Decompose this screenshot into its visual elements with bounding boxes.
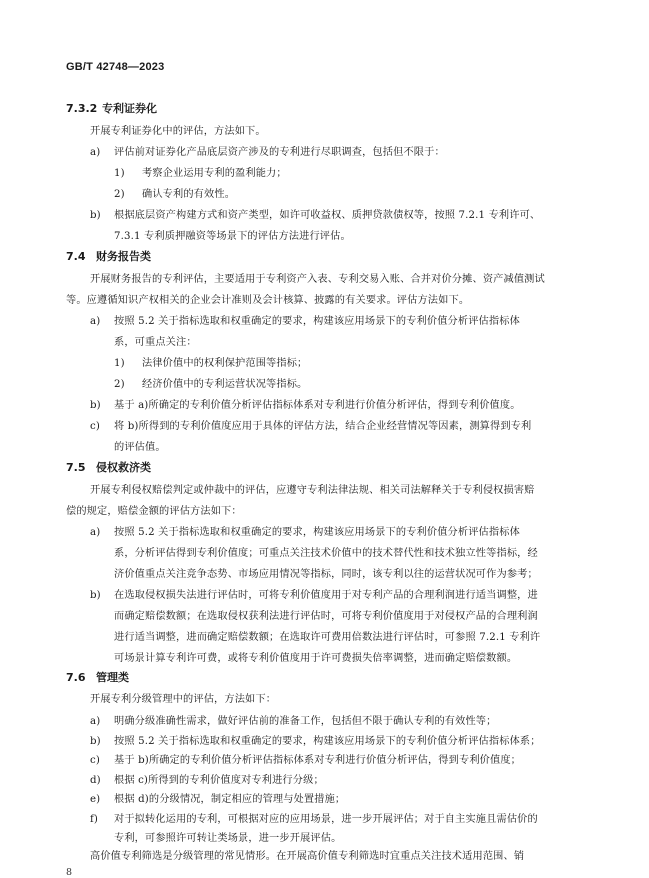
list-text bbox=[114, 416, 585, 458]
standard-number-header: GB/T 42748—2023 bbox=[66, 61, 165, 73]
sub-text: 考察企业运用专利的盈利能力； bbox=[142, 168, 287, 179]
list-text bbox=[114, 205, 585, 247]
text-line: 将 b)所得到的专利价值度应用于具体的评估方法，结合企业经营情况等因素，测算得到专利 bbox=[114, 421, 532, 432]
text-line: 可场景计算专利许可费，或将专利价值度用于许可费损失倍率调整，进而确定赔偿数额。 bbox=[114, 653, 518, 664]
sub-marker: 2) bbox=[114, 189, 125, 200]
text-line: 对于拟转化运用的专利，可根据对应的应用场景，进一步开展评估；对于自主实施且需估价的 bbox=[114, 813, 538, 825]
text-line: 专利，可参照许可转让类场景，进一步开展评估。 bbox=[114, 833, 342, 844]
list-text bbox=[114, 585, 585, 669]
paragraph: 高价值专利筛选是分级管理的常见情形。在开展高价值专利筛选时宜重点关注技术适用范围、销 bbox=[90, 850, 525, 862]
section-heading-7-4 bbox=[66, 248, 151, 264]
section-heading-7-6 bbox=[66, 669, 129, 685]
sub-text: 确认专利的有效性。 bbox=[142, 189, 236, 200]
text-line: 济价值重点关注竞争态势、市场应用情况等指标，同时，该专利以往的运营状况可作为参考； bbox=[114, 569, 538, 580]
text-line: 7.3.1 专利质押融资等场景下的评估方法进行评估。 bbox=[114, 231, 351, 242]
paragraph bbox=[66, 269, 585, 311]
sub-marker: 1) bbox=[114, 168, 125, 179]
section-title: 财务报告类 bbox=[96, 250, 151, 263]
list-marker: c) bbox=[90, 421, 100, 432]
list-text: 按照 5.2 关于指标选取和权重确定的要求，构建该应用场景下的专利价值分析评估指标体系； bbox=[114, 735, 541, 747]
text-line: 而确定赔偿数额；在选取侵权获利法进行评估时，可将专利价值度用于对侵权产品的合理利润 bbox=[114, 611, 538, 622]
list-marker: d) bbox=[90, 774, 101, 786]
section-number: 7.4 bbox=[66, 250, 86, 263]
text-line: 按照 5.2 关于指标选取和权重确定的要求，构建该应用场景下的专利价值分析评估指标体 bbox=[114, 527, 520, 538]
text-line: 根据底层资产构建方式和资产类型，如许可收益权、质押贷款债权等，按照 7.2.1 专利许可、 bbox=[114, 210, 541, 221]
text-line: 等。应遵循知识产权相关的企业会计准则及会计核算、披露的有关要求。评估方法如下。 bbox=[66, 295, 470, 306]
list-text: 根据 d)的分级情况，制定相应的管理与处置措施； bbox=[114, 794, 346, 805]
list-marker: a) bbox=[90, 716, 101, 727]
list-text: 评估前对证券化产品底层资产涉及的专利进行尽职调查，包括但不限于： bbox=[114, 147, 445, 158]
page-number: 8 bbox=[66, 866, 73, 878]
paragraph: 开展专利证券化中的评估，方法如下。 bbox=[90, 126, 266, 137]
section-title: 侵权救济类 bbox=[96, 461, 151, 474]
sub-marker: 2) bbox=[114, 379, 125, 390]
text-line: 偿的规定，赔偿金额的评估方法如下： bbox=[66, 506, 242, 517]
section-title: 管理类 bbox=[96, 671, 129, 684]
text-line: 进行适当调整，进而确定赔偿数额；在选取许可费用倍数法进行评估时，可参照 7.2.1 专利许 bbox=[114, 632, 541, 643]
paragraph: 开展专利分级管理中的评估，方法如下： bbox=[90, 694, 277, 705]
list-text bbox=[114, 311, 585, 353]
list-marker: b) bbox=[90, 210, 101, 221]
list-text bbox=[114, 810, 585, 849]
list-marker: e) bbox=[90, 794, 101, 805]
list-marker: a) bbox=[90, 316, 101, 327]
list-text: 基于 b)所确定的专利价值分析评估指标体系对专利进行价值分析评估，得到专利价值度； bbox=[114, 755, 522, 766]
sub-text: 经济价值中的专利运营状况等指标。 bbox=[142, 379, 308, 390]
section-number: 7.6 bbox=[66, 671, 86, 684]
section-title: 专利证券化 bbox=[102, 102, 157, 115]
text-line: 按照 5.2 关于指标选取和权重确定的要求，构建该应用场景下的专利价值分析评估指标体 bbox=[114, 316, 520, 327]
sub-marker: 1) bbox=[114, 358, 125, 369]
list-marker: b) bbox=[90, 590, 101, 601]
paragraph bbox=[66, 480, 585, 522]
text-line: 在选取侵权损失法进行评估时，可将专利价值度用于对专利产品的合理利润进行适当调整，进 bbox=[114, 590, 538, 601]
list-text: 根据 c)所得到的专利价值度对专利进行分级； bbox=[114, 774, 324, 786]
text-line: 开展专利侵权赔偿判定或仲裁中的评估，应遵守专利法律法规、相关司法解释关于专利侵权损害赔 bbox=[90, 485, 535, 496]
section-heading-7-3-2 bbox=[66, 100, 157, 116]
list-text bbox=[114, 522, 585, 585]
list-marker: b) bbox=[90, 400, 101, 411]
list-marker: a) bbox=[90, 527, 101, 538]
sub-text: 法律价值中的权利保护范围等指标； bbox=[142, 358, 308, 369]
list-marker: a) bbox=[90, 147, 101, 158]
list-text: 明确分级准确性需求，做好评估前的准备工作，包括但不限于确认专利的有效性等； bbox=[114, 716, 497, 727]
text-line: 的评估值。 bbox=[114, 442, 166, 453]
text-line: 系，可重点关注： bbox=[114, 337, 197, 348]
text-line: 开展财务报告的专利评估，主要适用于专利资产入表、专利交易入账、合并对价分摊、资产减值测试 bbox=[90, 274, 545, 285]
list-marker: c) bbox=[90, 755, 100, 766]
section-number: 7.5 bbox=[66, 461, 86, 474]
list-marker: f) bbox=[90, 813, 99, 825]
list-marker: b) bbox=[90, 735, 101, 747]
section-heading-7-5 bbox=[66, 459, 151, 475]
section-number: 7.3.2 bbox=[66, 102, 98, 115]
list-text: 基于 a)所确定的专利价值分析评估指标体系对专利进行价值分析评估，得到专利价值度。 bbox=[114, 400, 521, 411]
text-line: 系，分析评估得到专利价值度；可重点关注技术价值中的技术替代性和技术独立性等指标，经 bbox=[114, 548, 538, 559]
